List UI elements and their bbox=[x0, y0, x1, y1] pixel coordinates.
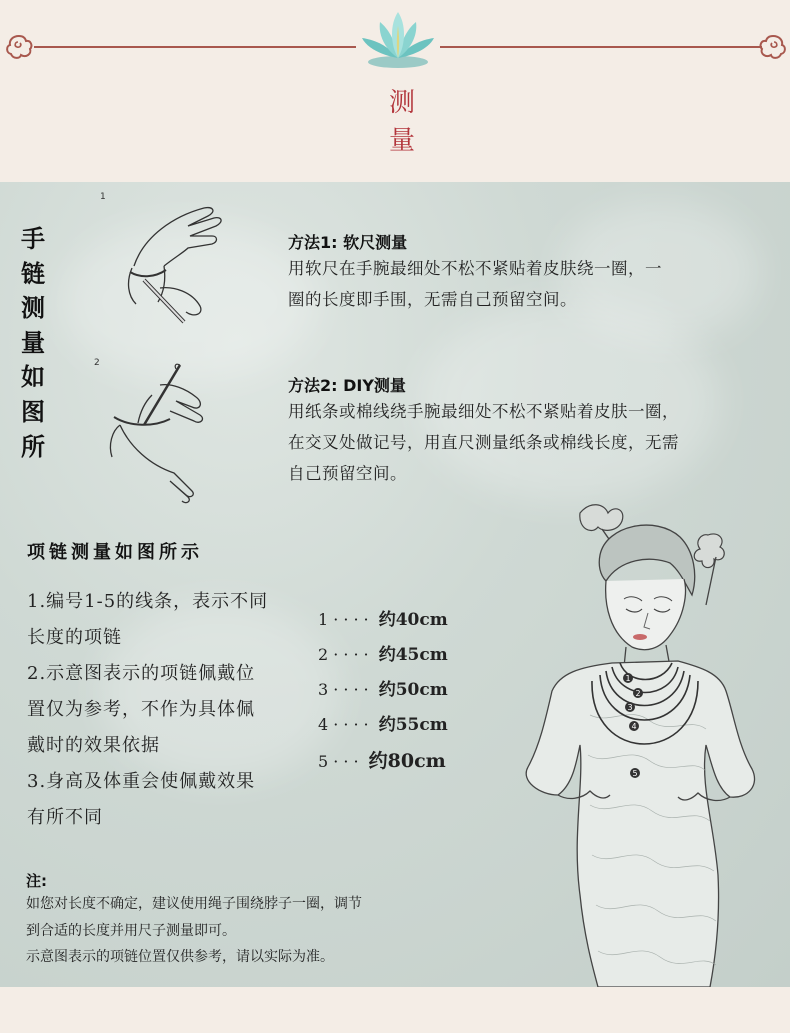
size-number: 3 bbox=[318, 680, 329, 699]
note-line: 到合适的长度并用尺子测量即可。 bbox=[26, 923, 236, 939]
necklace-note-line: 戴时的效果依据 bbox=[27, 735, 160, 756]
woman-necklace-illustration bbox=[480, 495, 790, 987]
lotus-flower-icon bbox=[356, 0, 440, 72]
necklace-size-row bbox=[318, 675, 448, 700]
bracelet-vertical-title bbox=[18, 222, 48, 464]
necklace-marker: 2 bbox=[635, 689, 641, 698]
size-dots: ···· bbox=[333, 610, 374, 629]
necklace-note-line: 2.示意图表示的项链佩戴位 bbox=[27, 663, 256, 684]
size-value: 约80cm bbox=[368, 750, 446, 772]
necklace-marker: 1 bbox=[625, 674, 631, 683]
size-number: 5 bbox=[318, 752, 329, 771]
step-number: 2 bbox=[94, 358, 100, 368]
size-number: 4 bbox=[318, 715, 329, 734]
header-banner bbox=[0, 0, 790, 182]
vertical-title-char: 所 bbox=[21, 432, 45, 461]
necklace-note-line: 长度的项链 bbox=[27, 627, 122, 648]
necklace-note-line: 1.编号1-5的线条，表示不同 bbox=[27, 591, 269, 612]
size-value: 约45cm bbox=[378, 645, 448, 665]
method1-text bbox=[288, 253, 662, 315]
note-line: 示意图表示的项链位置仅供参考，请以实际为准。 bbox=[26, 949, 334, 965]
vertical-title-char: 图 bbox=[21, 397, 45, 426]
method2-line: 用纸条或棉线绕手腕最细处不松不紧贴着皮肤一圈， bbox=[288, 402, 679, 421]
header-divider-left bbox=[34, 46, 356, 48]
step-number: 1 bbox=[100, 192, 106, 202]
necklace-note-line: 3.身高及体重会使佩戴效果 bbox=[27, 771, 256, 792]
vertical-title-char: 手 bbox=[21, 225, 45, 253]
size-value: 约40cm bbox=[378, 610, 448, 630]
necklace-size-row bbox=[318, 746, 446, 773]
necklace-size-row bbox=[318, 605, 448, 630]
size-dots: ···· bbox=[333, 715, 374, 734]
necklace-notes bbox=[27, 584, 317, 836]
page-title-char: 量 bbox=[388, 126, 415, 156]
method2-title: 方法2: DIY测量 bbox=[288, 376, 406, 395]
size-value: 约55cm bbox=[378, 715, 448, 735]
cloud-ornament-icon bbox=[4, 32, 34, 62]
necklace-size-row bbox=[318, 640, 448, 665]
necklace-marker: 3 bbox=[627, 703, 633, 712]
necklace-note-line: 置仅为参考，不作为具体佩 bbox=[27, 699, 255, 720]
size-number: 1 bbox=[318, 610, 329, 629]
size-number: 2 bbox=[318, 645, 329, 664]
necklace-size-row bbox=[318, 710, 448, 735]
size-dots: ···· bbox=[333, 645, 374, 664]
necklace-marker: 4 bbox=[631, 722, 637, 731]
size-dots: ··· bbox=[333, 752, 364, 771]
vertical-title-char: 量 bbox=[21, 328, 45, 357]
method1-line: 圈的长度即手围，无需自己预留空间。 bbox=[288, 290, 577, 309]
size-dots: ···· bbox=[333, 680, 374, 699]
wrist-marking-illustration bbox=[100, 355, 240, 505]
note-label: 注: bbox=[26, 872, 47, 890]
size-value: 约50cm bbox=[378, 680, 448, 700]
header-divider-right bbox=[440, 46, 762, 48]
method2-line: 在交叉处做记号，用直尺测量纸条或棉线长度，无需 bbox=[288, 433, 679, 452]
method2-text bbox=[288, 396, 679, 489]
bottom-margin bbox=[0, 987, 790, 1033]
vertical-title-char: 如 bbox=[21, 363, 45, 392]
method1-title: 方法1: 软尺测量 bbox=[288, 233, 408, 252]
method2-line: 自己预留空间。 bbox=[288, 464, 407, 483]
wrist-tape-measure-illustration bbox=[104, 196, 244, 336]
note-line: 如您对长度不确定，建议使用绳子围绕脖子一圈，调节 bbox=[26, 896, 362, 912]
vertical-title-char: 测 bbox=[21, 294, 45, 323]
necklace-section-title: 项链测量如图所示 bbox=[27, 542, 203, 563]
necklace-note-line: 有所不同 bbox=[27, 807, 103, 828]
page-title-char: 测 bbox=[388, 88, 415, 118]
method1-line: 用软尺在手腕最细处不松不紧贴着皮肤绕一圈，一 bbox=[288, 259, 662, 278]
cloud-ornament-icon bbox=[758, 32, 788, 62]
necklace-marker: 5 bbox=[632, 769, 638, 778]
vertical-title-char: 链 bbox=[21, 259, 45, 288]
